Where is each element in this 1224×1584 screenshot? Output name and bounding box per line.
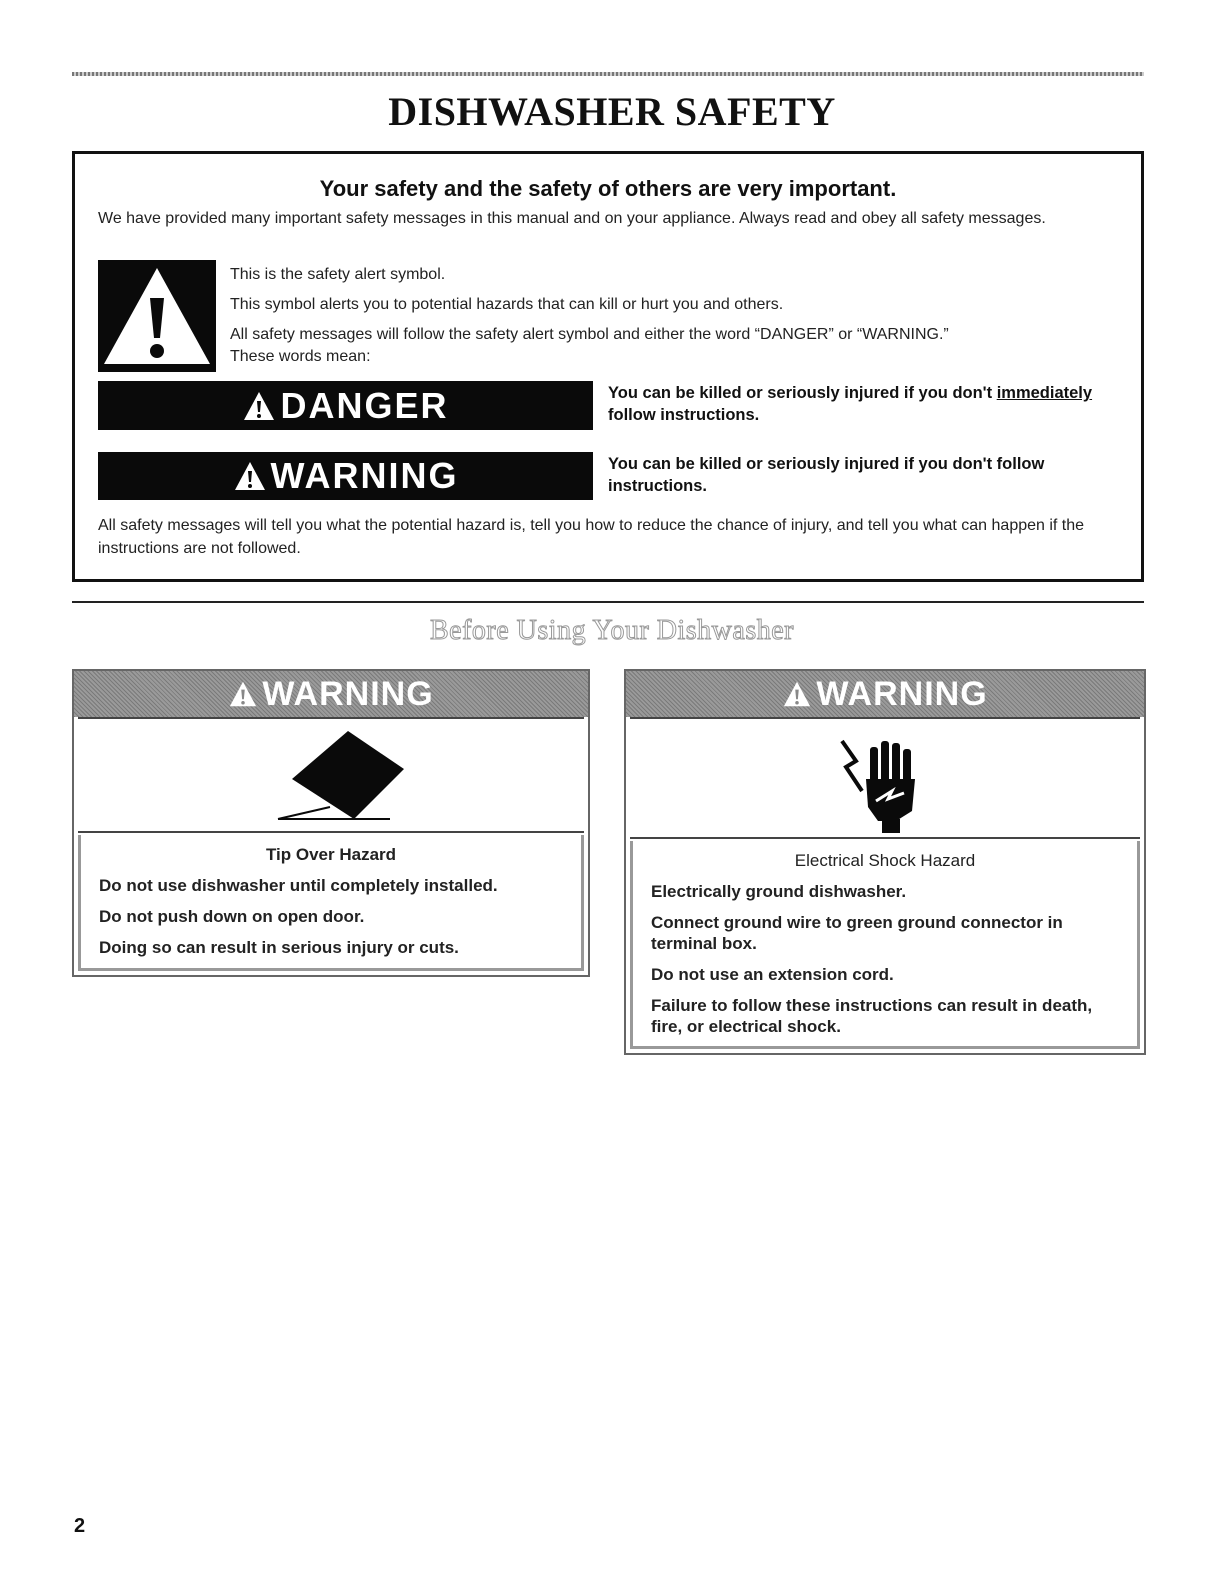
symbol-line: These words mean: — [230, 348, 371, 365]
intro-paragraph: We have provided many important safety messages in this manual and on your appliance. Always read and obey all safety messages. — [98, 210, 1046, 227]
panel-header — [626, 671, 1144, 717]
hazard-line: Doing so can result in serious injury or cuts. — [99, 938, 459, 957]
warning-triangle-icon — [228, 680, 258, 708]
hazard-line: Do not use an extension cord. — [651, 965, 894, 984]
page-number: 2 — [74, 1515, 86, 1537]
tip-over-icon — [78, 719, 584, 831]
hazard-title: Electrical Shock Hazard — [794, 851, 976, 870]
panel-header-label: WARNING — [262, 674, 434, 713]
danger-label: DANGER — [280, 384, 449, 426]
panel-header — [74, 671, 588, 717]
intro-closing: All safety messages will tell you what the potential hazard is, tell you how to reduce the chance of injury, and tell you what can happen if the instructions are not followed. — [98, 517, 1085, 557]
hazard-line: Electrically ground dishwasher. — [651, 882, 907, 901]
symbol-line: This is the safety alert symbol. — [230, 266, 446, 283]
electrical-shock-icon — [630, 719, 1140, 837]
section-divider — [72, 601, 1144, 603]
section-heading: Before Using Your Dishwasher — [430, 615, 794, 646]
panel-header-label: WARNING — [816, 674, 988, 713]
intro-heading: Your safety and the safety of others are very important. — [319, 176, 897, 201]
hazard-line: Connect ground wire to green ground connector in terminal box. — [651, 913, 1063, 953]
panel-graphic — [630, 717, 1140, 839]
danger-signal-bar — [98, 381, 593, 430]
hazard-title: Tip Over Hazard — [265, 845, 397, 864]
hazard-line: Failure to follow these instructions can result in death, fire, or electrical shock. — [651, 996, 1093, 1036]
warning-description: You can be killed or seriously injured if you don't follow instructions. — [608, 455, 1045, 495]
electrical-shock-warning-panel — [624, 669, 1146, 1055]
hazard-line: Do not use dishwasher until completely installed. — [99, 876, 498, 895]
warning-label: WARNING — [270, 455, 459, 496]
top-rule — [72, 72, 1144, 76]
page-title: DISHWASHER SAFETY — [388, 89, 836, 134]
hazard-line: Do not push down on open door. — [99, 907, 365, 926]
symbol-line: All safety messages will follow the safety alert symbol and either the word “DANGER” or “WARNING.” — [230, 326, 949, 343]
safety-intro-box — [72, 151, 1144, 582]
danger-desc-text: You can be killed or seriously injured if you don't — [608, 384, 997, 402]
warning-triangle-icon — [782, 680, 812, 708]
panel-body — [78, 835, 584, 971]
panel-body — [630, 841, 1140, 1049]
warning-triangle-icon — [242, 390, 276, 422]
warning-triangle-icon — [233, 460, 267, 492]
danger-desc-text-end: follow instructions. — [608, 406, 760, 424]
warning-signal-bar — [98, 452, 593, 500]
panel-graphic — [78, 717, 584, 833]
danger-desc-emphasis: immediately — [996, 384, 1093, 402]
tip-over-warning-panel — [72, 669, 590, 977]
symbol-description — [230, 264, 1110, 368]
safety-alert-symbol-icon — [98, 260, 216, 372]
symbol-line: This symbol alerts you to potential hazards that can kill or hurt you and others. — [230, 296, 784, 313]
danger-description — [608, 382, 1128, 426]
